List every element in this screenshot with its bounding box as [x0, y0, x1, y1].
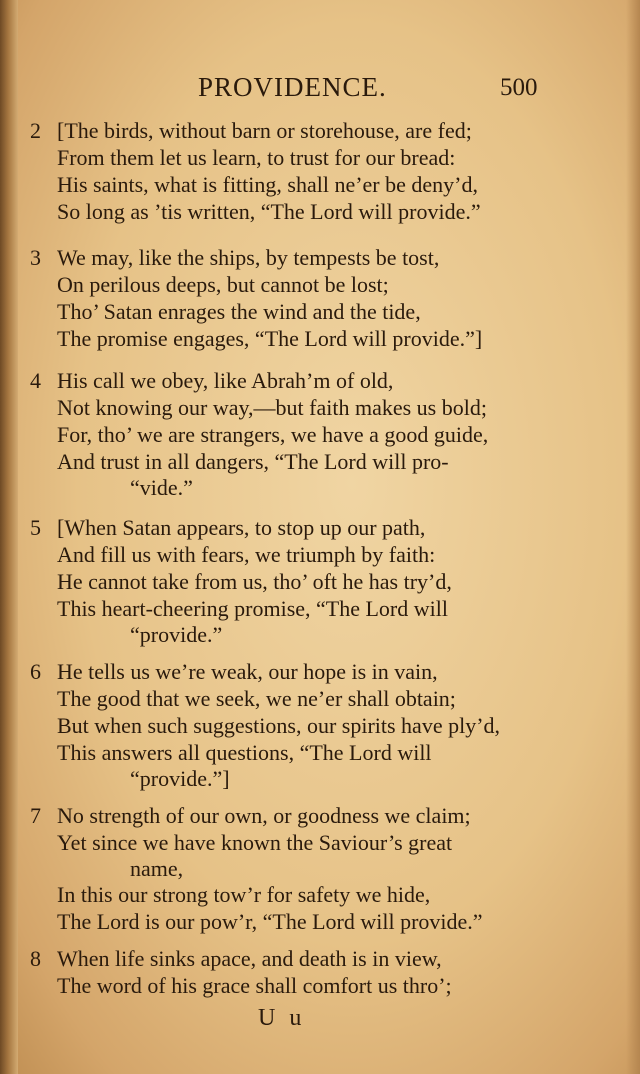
verse-line: But when such suggestions, our spirits have ply’d, [57, 713, 501, 738]
verse-line: When life sinks apace, and death is in view, [57, 946, 442, 971]
stanza-number: 8 [30, 946, 41, 971]
verse-line: And fill us with fears, we triumph by faith: [57, 542, 436, 567]
verse-line-runover: “vide.” [130, 475, 193, 500]
verse-line: The word of his grace shall comfort us thro’; [57, 973, 452, 998]
stanza-number: 6 [30, 659, 41, 684]
verse-line: [The birds, without barn or storehouse, are fed; [57, 118, 472, 143]
verse-line: [When Satan appears, to stop up our path, [57, 515, 426, 540]
verse-line: So long as ’tis written, “The Lord will provide.” [57, 199, 481, 224]
verse-line: From them let us learn, to trust for our bread: [57, 145, 456, 170]
stanza-number: 7 [30, 803, 41, 828]
verse-line: For, tho’ we are strangers, we have a good guide, [57, 422, 489, 447]
verse-line: No strength of our own, or goodness we claim; [57, 803, 471, 828]
verse-line: On perilous deeps, but cannot be lost; [57, 272, 389, 297]
page-title: PROVIDENCE. [198, 72, 387, 102]
verse-line-runover: “provide.” [130, 622, 223, 647]
verse-line-runover: name, [130, 856, 184, 881]
verse-line: He cannot take from us, tho’ oft he has try’d, [57, 569, 452, 594]
page-number: 500 [500, 74, 538, 101]
verse-line: Not knowing our way,—but faith makes us bold; [57, 395, 487, 420]
verse-line: He tells us we’re weak, our hope is in vain, [57, 659, 438, 684]
verse-line: Tho’ Satan enrages the wind and the tide, [57, 299, 421, 324]
verse-line: Yet since we have known the Saviour’s great [57, 830, 453, 855]
verse-line: And trust in all dangers, “The Lord will pro- [57, 449, 449, 474]
page-edge [626, 0, 640, 1074]
verse-line: The good that we seek, we ne’er shall obtain; [57, 686, 456, 711]
stanza-number: 3 [30, 245, 41, 270]
verse-line: In this our strong tow’r for safety we hide, [57, 882, 431, 907]
verse-line: His call we obey, like Abrah’m of old, [57, 368, 394, 393]
verse-line: This answers all questions, “The Lord will [57, 740, 432, 765]
running-header [0, 72, 640, 112]
stanza-number: 5 [30, 515, 41, 540]
stanza-number: 4 [30, 368, 41, 393]
verse-line: His saints, what is fitting, shall ne’er be deny’d, [57, 172, 478, 197]
verse-line: We may, like the ships, by tempests be tost, [57, 245, 440, 270]
verse-line: This heart-cheering promise, “The Lord will [57, 596, 448, 621]
signature-mark: U u [258, 1005, 306, 1031]
verse-line: The promise engages, “The Lord will provide.”] [57, 326, 483, 351]
verse-line-runover: “provide.”] [130, 766, 230, 791]
page-binding [0, 0, 18, 1074]
stanza-number: 2 [30, 118, 41, 143]
verse-line: The Lord is our pow’r, “The Lord will provide.” [57, 909, 483, 934]
